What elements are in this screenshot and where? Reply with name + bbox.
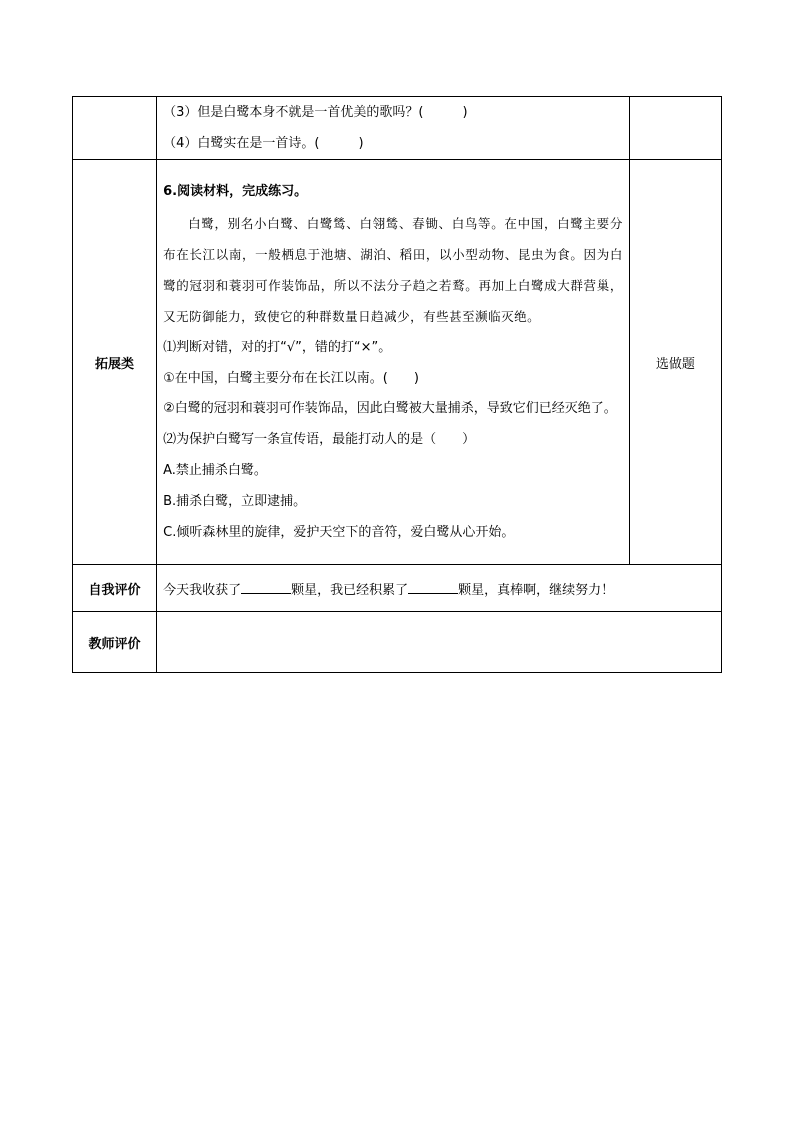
q2-option-b: B.捕杀白鹭，立即逮捕。	[163, 494, 307, 509]
content-cell	[157, 97, 630, 160]
self-eval-content	[157, 565, 722, 612]
category-cell-empty	[73, 97, 157, 160]
self-eval-text-a: 今天我收获了	[163, 582, 242, 598]
q2-option-a: A.禁止捕杀白鹭。	[163, 463, 267, 478]
star-blank-1[interactable]	[241, 581, 291, 594]
q2-option-c: C.倾听森林里的旋律，爱护天空下的音符，爱白鹭从心开始。	[163, 525, 515, 540]
teacher-eval-content[interactable]	[157, 612, 722, 673]
content-cell	[157, 160, 630, 565]
table-row	[73, 160, 722, 565]
category-cell-self-eval: 自我评价	[73, 565, 157, 612]
table-row	[73, 97, 722, 160]
reading-passage: 白鹭，别名小白鹭、白鹭鸶、白翎鸶、春锄、白鸟等。在中国，白鹭主要分布在长江以南，一般栖息于池塘、湖泊、稻田，以小型动物、昆虫为食。因为白鹭的冠羽和蓑羽可作装饰品，所以不法分子趋之若鹜。再加上白鹭成大群营巢，又无防御能力，致使它的种群数量日趋减少，有些甚至濒临灭绝。	[163, 216, 623, 324]
note-cell-optional: 选做题	[629, 160, 721, 565]
table-row	[73, 565, 722, 612]
self-eval-text-c: 颗星，真棒啊，继续努力！	[458, 582, 615, 598]
question-line-3: （3）但是白鹭本身不就是一首优美的歌吗？( )	[163, 105, 468, 120]
category-cell-extension: 拓展类	[73, 160, 157, 565]
table-row	[73, 612, 722, 673]
note-cell-empty	[629, 97, 721, 160]
q2-instruction: ⑵为保护白鹭写一条宣传语，最能打动人的是（ ）	[163, 432, 476, 447]
q1-item-2: ②白鹭的冠羽和蓑羽可作装饰品，因此白鹭被大量捕杀，导致它们已经灭绝了。	[163, 401, 617, 416]
self-eval-text-b: 颗星，我已经积累了	[291, 582, 409, 598]
q1-item-1: ①在中国，白鹭主要分布在长江以南。( )	[163, 371, 419, 386]
worksheet-table	[72, 96, 722, 673]
exercise-title: 6.阅读材料，完成练习。	[163, 184, 308, 199]
question-line-4: （4）白鹭实在是一首诗。( )	[163, 136, 364, 151]
star-blank-2[interactable]	[408, 581, 458, 594]
q1-instruction: ⑴判断对错，对的打“√”，错的打“×”。	[163, 340, 392, 355]
category-cell-teacher-eval: 教师评价	[73, 612, 157, 673]
